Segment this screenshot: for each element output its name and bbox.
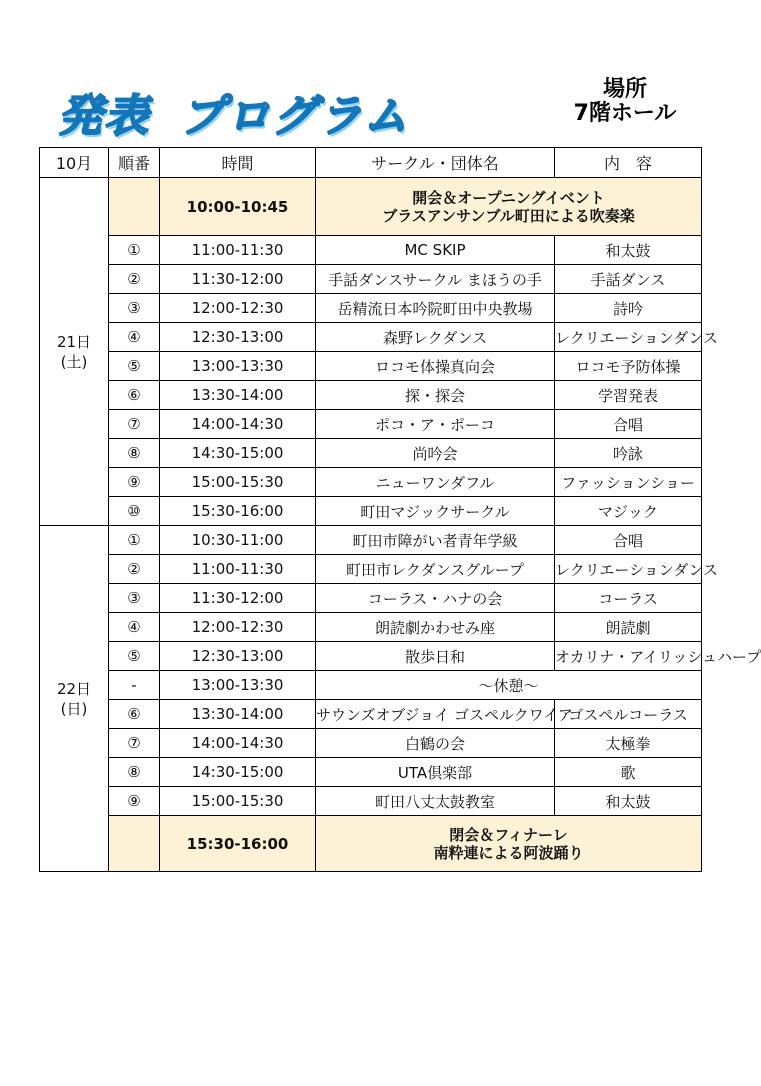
table-row — [40, 468, 702, 497]
time-slot: 12:00-12:30 — [160, 294, 316, 323]
order-number: ① — [109, 236, 160, 265]
order-number: ③ — [109, 294, 160, 323]
time-slot: 13:00-13:30 — [160, 352, 316, 381]
order-number: ⑤ — [109, 642, 160, 671]
table-row — [40, 294, 702, 323]
title-part-program: プログラム — [180, 91, 410, 142]
time-slot: 15:00-15:30 — [160, 468, 316, 497]
header-content: 内 容 — [555, 148, 702, 178]
performance-content: レクリエーションダンス — [555, 323, 702, 352]
order-number: ⑥ — [109, 700, 160, 729]
closing-row — [40, 816, 702, 872]
circle-name: 探・探会 — [316, 381, 555, 410]
closing-num — [109, 816, 160, 872]
order-number: ⑤ — [109, 352, 160, 381]
table-row — [40, 381, 702, 410]
opening-num — [109, 178, 160, 236]
break-time: 13:00-13:30 — [160, 671, 316, 700]
circle-name: 森野レクダンス — [316, 323, 555, 352]
day1-date: 21日 — [56, 332, 92, 351]
header-time: 時間 — [160, 148, 316, 178]
day1-date-cell — [40, 178, 109, 526]
header-circle: サークル・団体名 — [316, 148, 555, 178]
program-table — [39, 147, 761, 872]
order-number: ⑨ — [109, 787, 160, 816]
time-slot: 11:00-11:30 — [160, 555, 316, 584]
opening-time: 10:00-10:45 — [160, 178, 316, 236]
order-number: ② — [109, 265, 160, 294]
performance-content: 朗読劇 — [555, 613, 702, 642]
circle-name: 町田市レクダンスグループ — [316, 555, 555, 584]
venue-label: 場所 — [602, 77, 647, 102]
performance-content: 歌 — [555, 758, 702, 787]
circle-name: コーラス・ハナの会 — [316, 584, 555, 613]
circle-name: 手話ダンスサークル まほうの手 — [316, 265, 555, 294]
circle-name: サウンズオブジョイ ゴスペルクワイア — [316, 700, 555, 729]
break-num: - — [109, 671, 160, 700]
order-number: ② — [109, 555, 160, 584]
circle-name: ニューワンダフル — [316, 468, 555, 497]
day1-weekday: (土) — [60, 352, 88, 371]
time-slot: 14:00-14:30 — [160, 410, 316, 439]
table-row — [40, 526, 702, 555]
circle-name: ロコモ体操真向会 — [316, 352, 555, 381]
time-slot: 13:30-14:00 — [160, 381, 316, 410]
table-row — [40, 410, 702, 439]
order-number: ⑦ — [109, 729, 160, 758]
table-row — [40, 236, 702, 265]
circle-name: 町田市障がい者青年学級 — [316, 526, 555, 555]
table-row — [40, 729, 702, 758]
performance-content: 和太鼓 — [555, 787, 702, 816]
time-slot: 14:30-15:00 — [160, 439, 316, 468]
table-row — [40, 555, 702, 584]
time-slot: 15:00-15:30 — [160, 787, 316, 816]
header-month: 10月 — [40, 148, 109, 178]
table-row — [40, 613, 702, 642]
header-order: 順番 — [109, 148, 160, 178]
opening-line1: 開会＆オープニングイベント — [412, 188, 605, 207]
table-row — [40, 758, 702, 787]
performance-content: 手話ダンス — [555, 265, 702, 294]
table-row — [40, 497, 702, 526]
time-slot: 11:30-12:00 — [160, 584, 316, 613]
table-header-row — [40, 148, 702, 178]
table-row — [40, 700, 702, 729]
order-number: ⑦ — [109, 410, 160, 439]
time-slot: 11:00-11:30 — [160, 236, 316, 265]
performance-content: 吟詠 — [555, 439, 702, 468]
day2-weekday: (日) — [60, 699, 88, 718]
performance-content: オカリナ・アイリッシュハープ — [555, 642, 702, 671]
performance-content: マジック — [555, 497, 702, 526]
performance-content: 合唱 — [555, 526, 702, 555]
circle-name: 町田マジックサークル — [316, 497, 555, 526]
venue-info — [565, 78, 685, 126]
circle-name: 白鶴の会 — [316, 729, 555, 758]
opening-row — [40, 178, 702, 236]
day2-date: 22日 — [56, 679, 92, 698]
title-part-presentation: 発表 — [58, 91, 150, 142]
table-row — [40, 584, 702, 613]
time-slot: 12:30-13:00 — [160, 642, 316, 671]
circle-name: 散歩日和 — [316, 642, 555, 671]
break-row — [40, 671, 702, 700]
performance-content: 詩吟 — [555, 294, 702, 323]
venue-value: 7階ホール — [573, 101, 677, 126]
order-number: ⑧ — [109, 758, 160, 787]
time-slot: 12:30-13:00 — [160, 323, 316, 352]
performance-content: 学習発表 — [555, 381, 702, 410]
circle-name: 町田八丈太鼓教室 — [316, 787, 555, 816]
order-number: ④ — [109, 323, 160, 352]
table-row — [40, 323, 702, 352]
time-slot: 11:30-12:00 — [160, 265, 316, 294]
opening-line2: ブラスアンサンブル町田による吹奏楽 — [382, 206, 635, 225]
closing-time: 15:30-16:00 — [160, 816, 316, 872]
closing-line1: 閉会＆フィナーレ — [449, 825, 568, 844]
performance-content: 合唱 — [555, 410, 702, 439]
table-row — [40, 265, 702, 294]
performance-content: ロコモ予防体操 — [555, 352, 702, 381]
table-row — [40, 352, 702, 381]
time-slot: 15:30-16:00 — [160, 497, 316, 526]
time-slot: 13:30-14:00 — [160, 700, 316, 729]
circle-name: 岳精流日本吟院町田中央教場 — [316, 294, 555, 323]
day2-date-cell — [40, 526, 109, 872]
break-label: ～休憩～ — [316, 671, 702, 700]
circle-name: ポコ・ア・ポーコ — [316, 410, 555, 439]
order-number: ④ — [109, 613, 160, 642]
performance-content: レクリエーションダンス — [555, 555, 702, 584]
closing-line2: 南粋連による阿波踊り — [433, 843, 584, 862]
performance-content: ファッションショー — [555, 468, 702, 497]
time-slot: 14:30-15:00 — [160, 758, 316, 787]
circle-name: UTA倶楽部 — [316, 758, 555, 787]
table-row — [40, 787, 702, 816]
order-number: ⑩ — [109, 497, 160, 526]
order-number: ⑨ — [109, 468, 160, 497]
table-row — [40, 642, 702, 671]
page-title — [58, 80, 410, 144]
table-row — [40, 439, 702, 468]
order-number: ① — [109, 526, 160, 555]
circle-name: 朗読劇かわせみ座 — [316, 613, 555, 642]
closing-event — [316, 816, 702, 872]
performance-content: ゴスペルコーラス — [555, 700, 702, 729]
time-slot: 12:00-12:30 — [160, 613, 316, 642]
time-slot: 10:30-11:00 — [160, 526, 316, 555]
performance-content: 太極拳 — [555, 729, 702, 758]
time-slot: 14:00-14:30 — [160, 729, 316, 758]
order-number: ⑥ — [109, 381, 160, 410]
circle-name: 尚吟会 — [316, 439, 555, 468]
performance-content: コーラス — [555, 584, 702, 613]
circle-name: MC SKIP — [316, 236, 555, 265]
order-number: ⑧ — [109, 439, 160, 468]
opening-event — [316, 178, 702, 236]
order-number: ③ — [109, 584, 160, 613]
performance-content: 和太鼓 — [555, 236, 702, 265]
